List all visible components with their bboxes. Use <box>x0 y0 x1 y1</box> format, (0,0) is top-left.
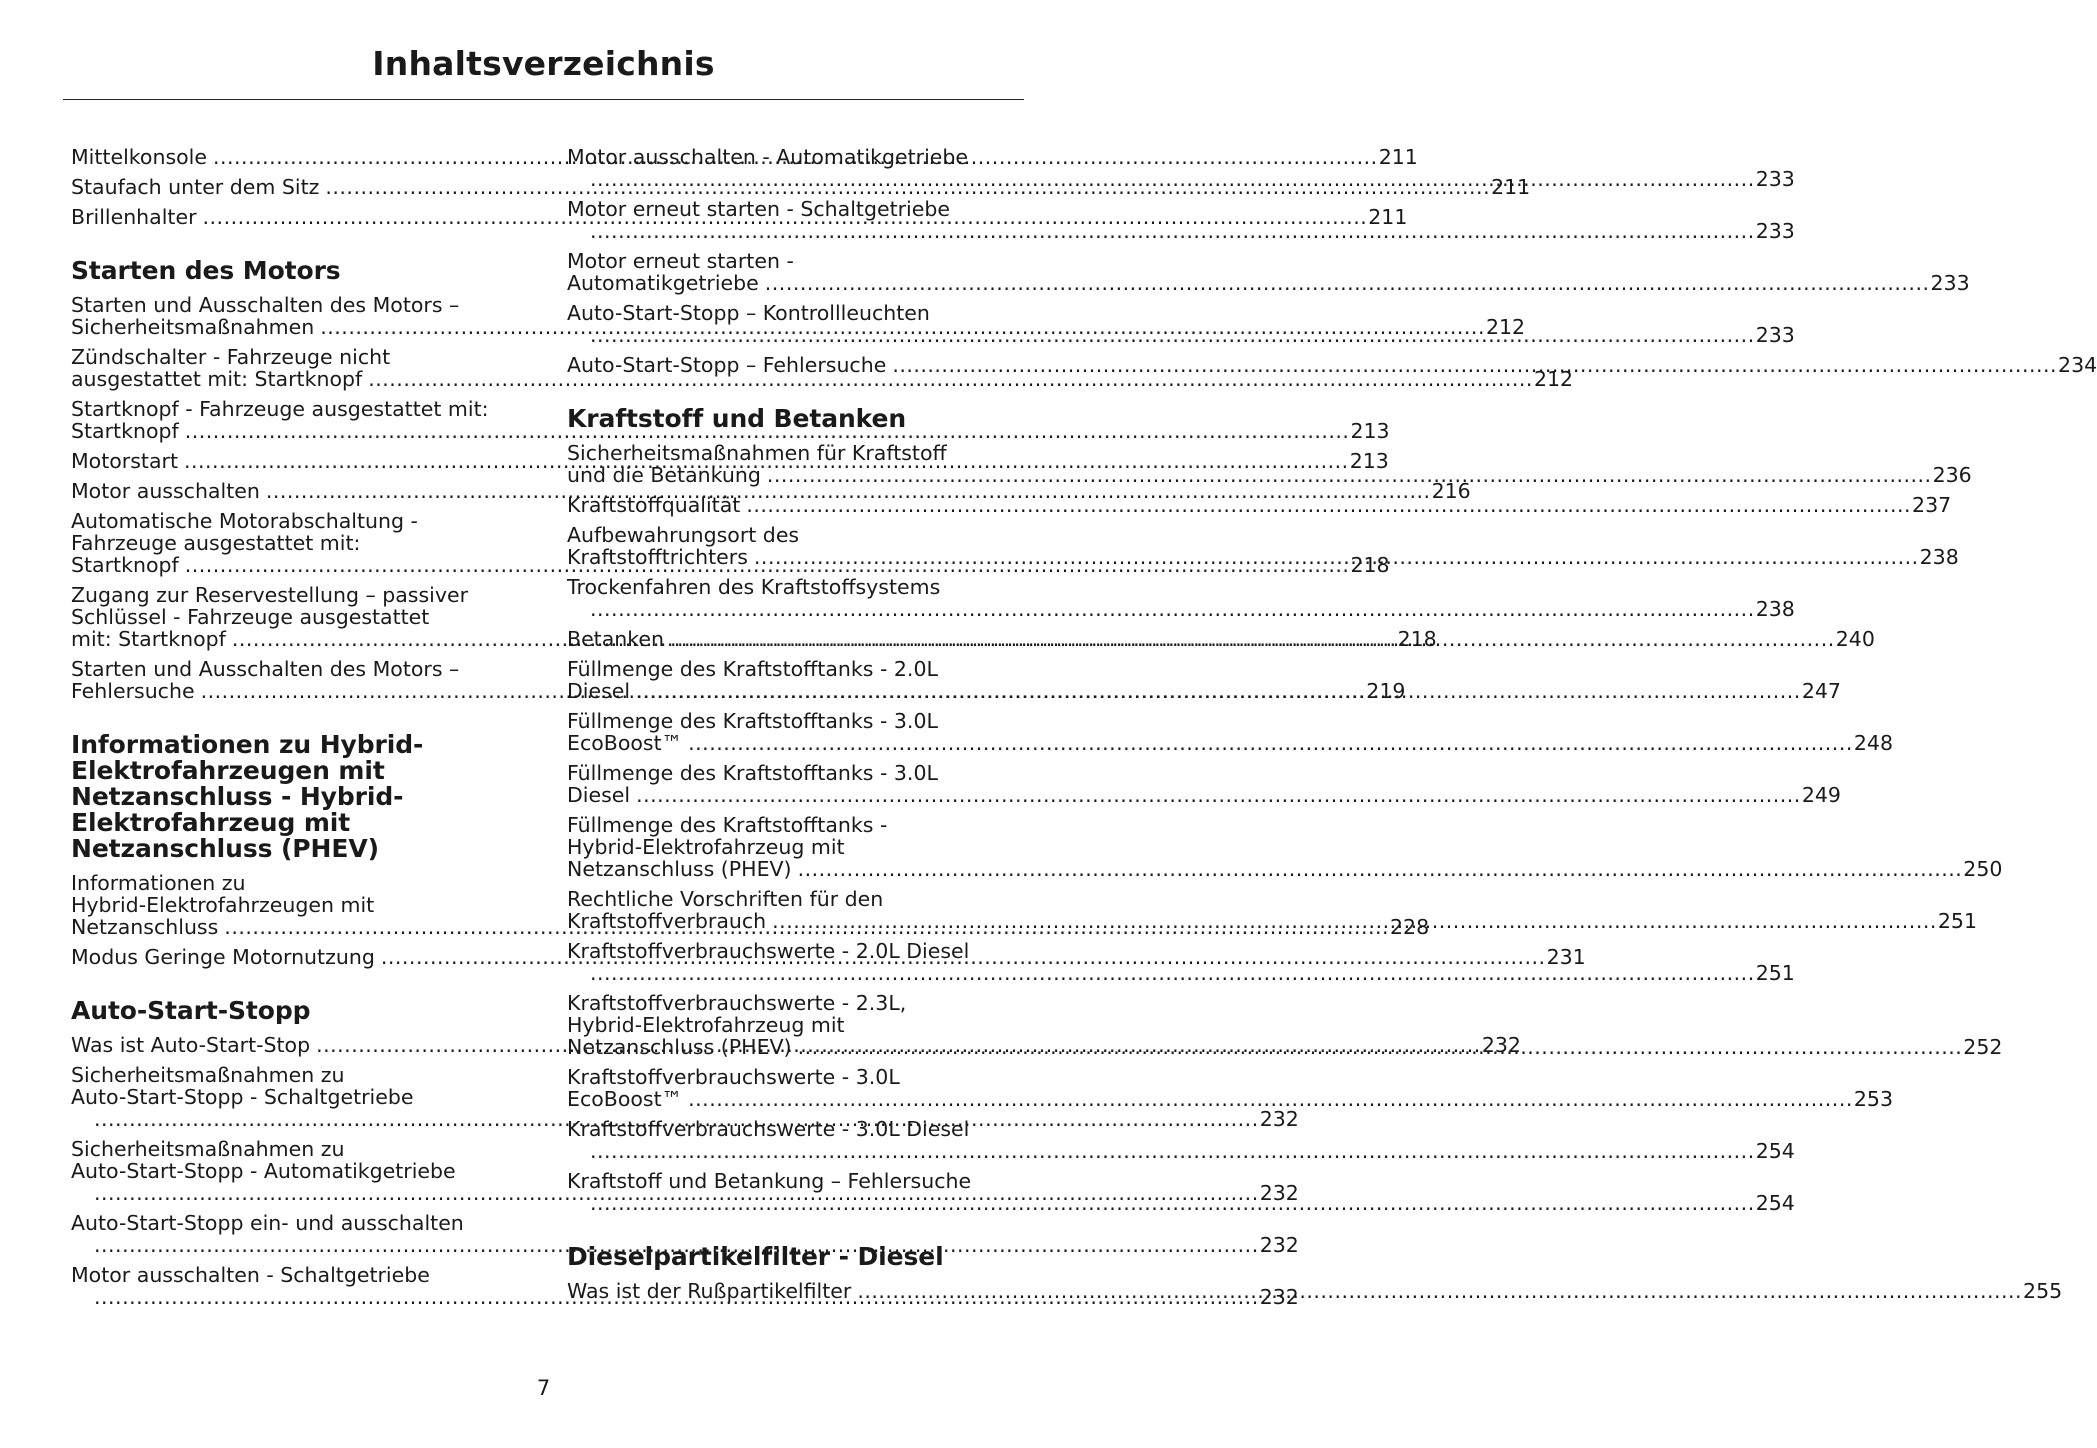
toc-page-number: 232 <box>1259 1233 1299 1257</box>
dot-leader <box>798 1033 1963 1058</box>
dot-leader <box>772 910 1937 932</box>
toc-entry-title: und die Betankung <box>567 463 761 487</box>
toc-entry[interactable] <box>567 353 2097 377</box>
dot-leader <box>590 1140 1755 1162</box>
toc-entry-title: Mittelkonsole <box>71 145 207 169</box>
dot-leader <box>688 1088 1853 1110</box>
toc-entry-title: Modus Geringe Motornutzung <box>71 945 375 969</box>
toc-entry-line: Auto-Start-Stopp - Automatikgetriebe <box>71 1159 456 1183</box>
toc-entry-line: Motor ausschalten - Schaltgetriebe <box>71 1263 430 1287</box>
dot-leader <box>590 1192 1755 1214</box>
toc-entry[interactable] <box>567 575 1795 621</box>
toc-page-number: 251 <box>1755 961 1795 985</box>
toc-entry-line: Hybrid-Elektrofahrzeug mit <box>567 1013 845 1037</box>
toc-page-number: 234 <box>2058 353 2097 377</box>
toc-entry-title: EcoBoost™ <box>567 1087 683 1111</box>
toc-entry-title: Was ist der Rußpartikelfilter <box>567 1279 852 1303</box>
toc-entry-last-line <box>567 493 1952 517</box>
toc-page-number: 212 <box>1485 315 1526 339</box>
dot-leader <box>892 354 2057 376</box>
toc-entry-last-line <box>590 219 1795 243</box>
toc-entry-title: Diesel <box>567 783 631 807</box>
toc-entry[interactable] <box>567 493 1952 517</box>
toc-entry-line: Füllmenge des Kraftstofftanks - 2.0L <box>567 657 938 681</box>
dot-leader <box>746 494 1911 516</box>
toc-entry-line: Motor erneut starten - Schaltgetriebe <box>567 197 950 221</box>
toc-page-number: 232 <box>1259 1107 1299 1131</box>
toc-entry-line: Auto-Start-Stopp ein- und ausschalten <box>71 1211 464 1235</box>
section-heading-line: Elektrofahrzeug mit <box>71 808 351 837</box>
toc-page-number: 231 <box>1546 945 1586 969</box>
toc-entry[interactable] <box>567 709 1893 755</box>
toc-entry-title: Sicherheitsmaßnahmen <box>71 315 315 339</box>
toc-page-number: 233 <box>1755 219 1795 243</box>
page-title: Inhaltsverzeichnis <box>372 44 715 83</box>
toc-entry-title: Netzanschluss <box>71 915 219 939</box>
toc-entry-title: Startknopf <box>71 419 179 443</box>
dot-leader <box>857 1280 2022 1302</box>
toc-page-number: 232 <box>1259 1285 1299 1309</box>
toc-entry-line: Aufbewahrungsort des <box>567 523 800 547</box>
toc-page-number: 213 <box>1350 419 1390 443</box>
toc-entry-last-line <box>567 463 1972 487</box>
toc-page-number: 218 <box>1397 627 1437 651</box>
toc-entry-title: Diesel <box>567 679 631 703</box>
toc-page-number: 233 <box>1755 167 1795 191</box>
toc-page-number: 254 <box>1755 1191 1795 1215</box>
toc-entry-last-line <box>567 857 2003 881</box>
toc-page-number: 211 <box>1368 205 1408 229</box>
section-heading-line: Dieselpartikelfilter - Diesel <box>567 1242 944 1271</box>
section-heading <box>71 998 519 1024</box>
toc-entry-line: Zugang zur Reservestellung – passiver <box>71 583 469 607</box>
toc-entry-line: Füllmenge des Kraftstofftanks - 3.0L <box>567 709 938 733</box>
title-rule <box>63 99 1024 100</box>
toc-entry-last-line <box>71 419 1390 443</box>
toc-entry-title: Was ist Auto-Start-Stop <box>71 1033 311 1057</box>
toc-entry-last-line <box>590 1139 1795 1163</box>
toc-entry-title: mit: Startknopf <box>71 627 226 651</box>
toc-entry-line: Hybrid-Elektrofahrzeug mit <box>567 835 845 859</box>
dot-leader <box>590 220 1755 242</box>
toc-page-number: 233 <box>1755 323 1795 347</box>
toc-page-number: 219 <box>1366 679 1406 703</box>
toc-entry-line: Kraftstoffverbrauchswerte - 3.0L Diesel <box>567 1117 970 1141</box>
toc-entry-title: Motor ausschalten <box>71 479 260 503</box>
toc-page-number: 238 <box>1919 545 1959 569</box>
toc-entry-line: Automatische Motorabschaltung - <box>71 509 418 533</box>
toc-entry-last-line <box>71 367 1574 391</box>
toc-page-number: 212 <box>1533 367 1574 391</box>
dot-leader <box>590 324 1755 346</box>
toc-page-number: 232 <box>1259 1181 1299 1205</box>
section-heading <box>567 1244 1015 1270</box>
toc-entry[interactable] <box>71 175 1531 199</box>
toc-entry-line: Trockenfahren des Kraftstoffsystems <box>567 575 941 599</box>
toc-entry-line: Starten und Ausschalten des Motors – <box>71 657 460 681</box>
toc-page-number: 233 <box>1930 271 1970 295</box>
toc-page-number: 232 <box>1481 1033 1521 1057</box>
toc-entry-line: Starten und Ausschalten des Motors – <box>71 293 460 317</box>
toc-page-number: 236 <box>1932 463 1972 487</box>
toc-entry-line: Startknopf - Fahrzeuge ausgestattet mit: <box>71 397 489 421</box>
toc-page-number: 250 <box>1963 857 2003 881</box>
toc-entry-line: Motor erneut starten - <box>567 249 794 273</box>
toc-page-number: 248 <box>1853 731 1893 755</box>
toc-page-number: 251 <box>1937 909 1978 933</box>
toc-page-number: 213 <box>1349 449 1389 473</box>
toc-page-number: 211 <box>1491 175 1531 199</box>
toc-page-number: 247 <box>1801 679 1841 703</box>
toc-entry-last-line <box>590 597 1795 621</box>
toc-page-number: 216 <box>1431 479 1471 503</box>
toc-entry-line: Kraftstoffverbrauchswerte - 3.0L <box>567 1065 900 1089</box>
toc-entry-line: Schlüssel - Fahrzeuge ausgestattet <box>71 605 430 629</box>
toc-entry-title: Motorstart <box>71 449 178 473</box>
toc-page-number: 211 <box>1378 145 1418 169</box>
toc-entry-line: Füllmenge des Kraftstofftanks - <box>567 813 888 837</box>
toc-entry-line: Informationen zu <box>71 871 246 895</box>
toc-entry-line: Kraftstoffverbrauchswerte - 2.0L Diesel <box>567 939 970 963</box>
toc-page-number: 240 <box>1835 627 1875 651</box>
toc-page-number: 255 <box>2023 1279 2063 1303</box>
toc-entry-line: Auto-Start-Stopp - Schaltgetriebe <box>71 1085 414 1109</box>
toc-page-number: 253 <box>1853 1087 1893 1111</box>
dot-leader <box>754 546 1919 568</box>
toc-entry-last-line <box>567 353 2097 377</box>
toc-entry-last-line <box>567 783 1841 807</box>
toc-entry-line: Sicherheitsmaßnahmen zu <box>71 1063 345 1087</box>
section-heading <box>567 406 1015 432</box>
toc-entry-title: Brillenhalter <box>71 205 197 229</box>
toc-entry-line: Zündschalter - Fahrzeuge nicht <box>71 345 391 369</box>
dot-leader <box>636 680 1801 702</box>
toc-entry-last-line <box>567 1087 1893 1111</box>
toc-entry-title: Automatikgetriebe <box>567 271 759 295</box>
dot-leader <box>636 784 1801 806</box>
toc-entry-line: Sicherheitsmaßnahmen zu <box>71 1137 345 1161</box>
section-heading-line: Auto-Start-Stopp <box>71 996 311 1025</box>
toc-entry[interactable] <box>71 479 1471 503</box>
section-heading-line: Informationen zu Hybrid- <box>71 730 424 759</box>
toc-entry-title: Kraftstoffverbrauch <box>567 909 767 933</box>
toc-entry[interactable] <box>567 761 1841 807</box>
section-heading-line: Netzanschluss (PHEV) <box>71 834 379 863</box>
dot-leader <box>767 464 1932 486</box>
toc-page-number: 249 <box>1801 783 1841 807</box>
toc-page-number: 254 <box>1755 1139 1795 1163</box>
dot-leader <box>798 858 1963 880</box>
toc-entry-title: Betanken <box>567 627 665 651</box>
toc-entry-line: Kraftstoffverbrauchswerte - 2.3L, <box>567 991 907 1015</box>
section-heading <box>71 258 519 284</box>
toc-entry-line: Kraftstoff und Betankung – Fehlersuche <box>567 1169 972 1193</box>
dot-leader <box>765 272 1930 294</box>
toc-entry-title: Kraftstofftrichters <box>567 545 748 569</box>
toc-entry-last-line <box>567 271 1970 295</box>
toc-entry-last-line <box>71 479 1471 503</box>
toc-entry-line: Füllmenge des Kraftstofftanks - 3.0L <box>567 761 938 785</box>
toc-entry-title: Startknopf <box>71 553 179 577</box>
dot-leader <box>590 598 1755 620</box>
toc-entry-title: Kraftstoffqualität <box>567 493 741 517</box>
section-heading-line: Kraftstoff und Betanken <box>567 404 907 433</box>
dot-leader <box>688 732 1853 754</box>
toc-entry-title: Auto-Start-Stopp – Fehlersuche <box>567 353 887 377</box>
toc-entry-title: EcoBoost™ <box>567 731 683 755</box>
toc-entry-last-line <box>71 175 1531 199</box>
toc-entry-line: Fahrzeuge ausgestattet mit: <box>71 531 361 555</box>
toc-entry-line: Motor ausschalten - Automatikgetriebe <box>567 145 969 169</box>
dot-leader <box>670 628 1835 650</box>
toc-entry[interactable] <box>567 249 1970 295</box>
toc-entry-title: Netzanschluss (PHEV) <box>567 1035 792 1059</box>
toc-entry-line: Rechtliche Vorschriften für den <box>567 887 884 911</box>
page-number: 7 <box>536 1376 551 1400</box>
toc-entry-title: ausgestattet mit: Startknopf <box>71 367 363 391</box>
dot-leader <box>590 962 1755 984</box>
toc-page-number: 237 <box>1912 493 1952 517</box>
section-heading-line: Starten des Motors <box>71 256 341 285</box>
dot-leader <box>590 168 1755 190</box>
toc-entry-title: Staufach unter dem Sitz <box>71 175 320 199</box>
toc-page-number: 252 <box>1963 1035 2003 1059</box>
toc-entry-title: Netzanschluss (PHEV) <box>567 857 792 881</box>
toc-page-number: 218 <box>1350 553 1390 577</box>
toc-entry-last-line <box>71 315 1526 339</box>
section-heading <box>71 732 519 862</box>
toc-entry-line: Hybrid-Elektrofahrzeugen mit <box>71 893 375 917</box>
toc-entry[interactable] <box>567 813 2003 881</box>
toc-entry-line: Auto-Start-Stopp – Kontrollleuchten <box>567 301 930 325</box>
toc-page-number: 228 <box>1390 915 1430 939</box>
toc-entry-title: Fehlersuche <box>71 679 195 703</box>
toc-entry[interactable] <box>567 1065 1893 1111</box>
toc-entry-line: Sicherheitsmaßnahmen für Kraftstoff <box>567 441 947 465</box>
toc-entry-last-line <box>590 961 1795 985</box>
toc-entry-last-line <box>567 731 1893 755</box>
section-heading-line: Elektrofahrzeugen mit <box>71 756 385 785</box>
toc-page-number: 238 <box>1755 597 1795 621</box>
section-heading-line: Netzanschluss - Hybrid- <box>71 782 404 811</box>
